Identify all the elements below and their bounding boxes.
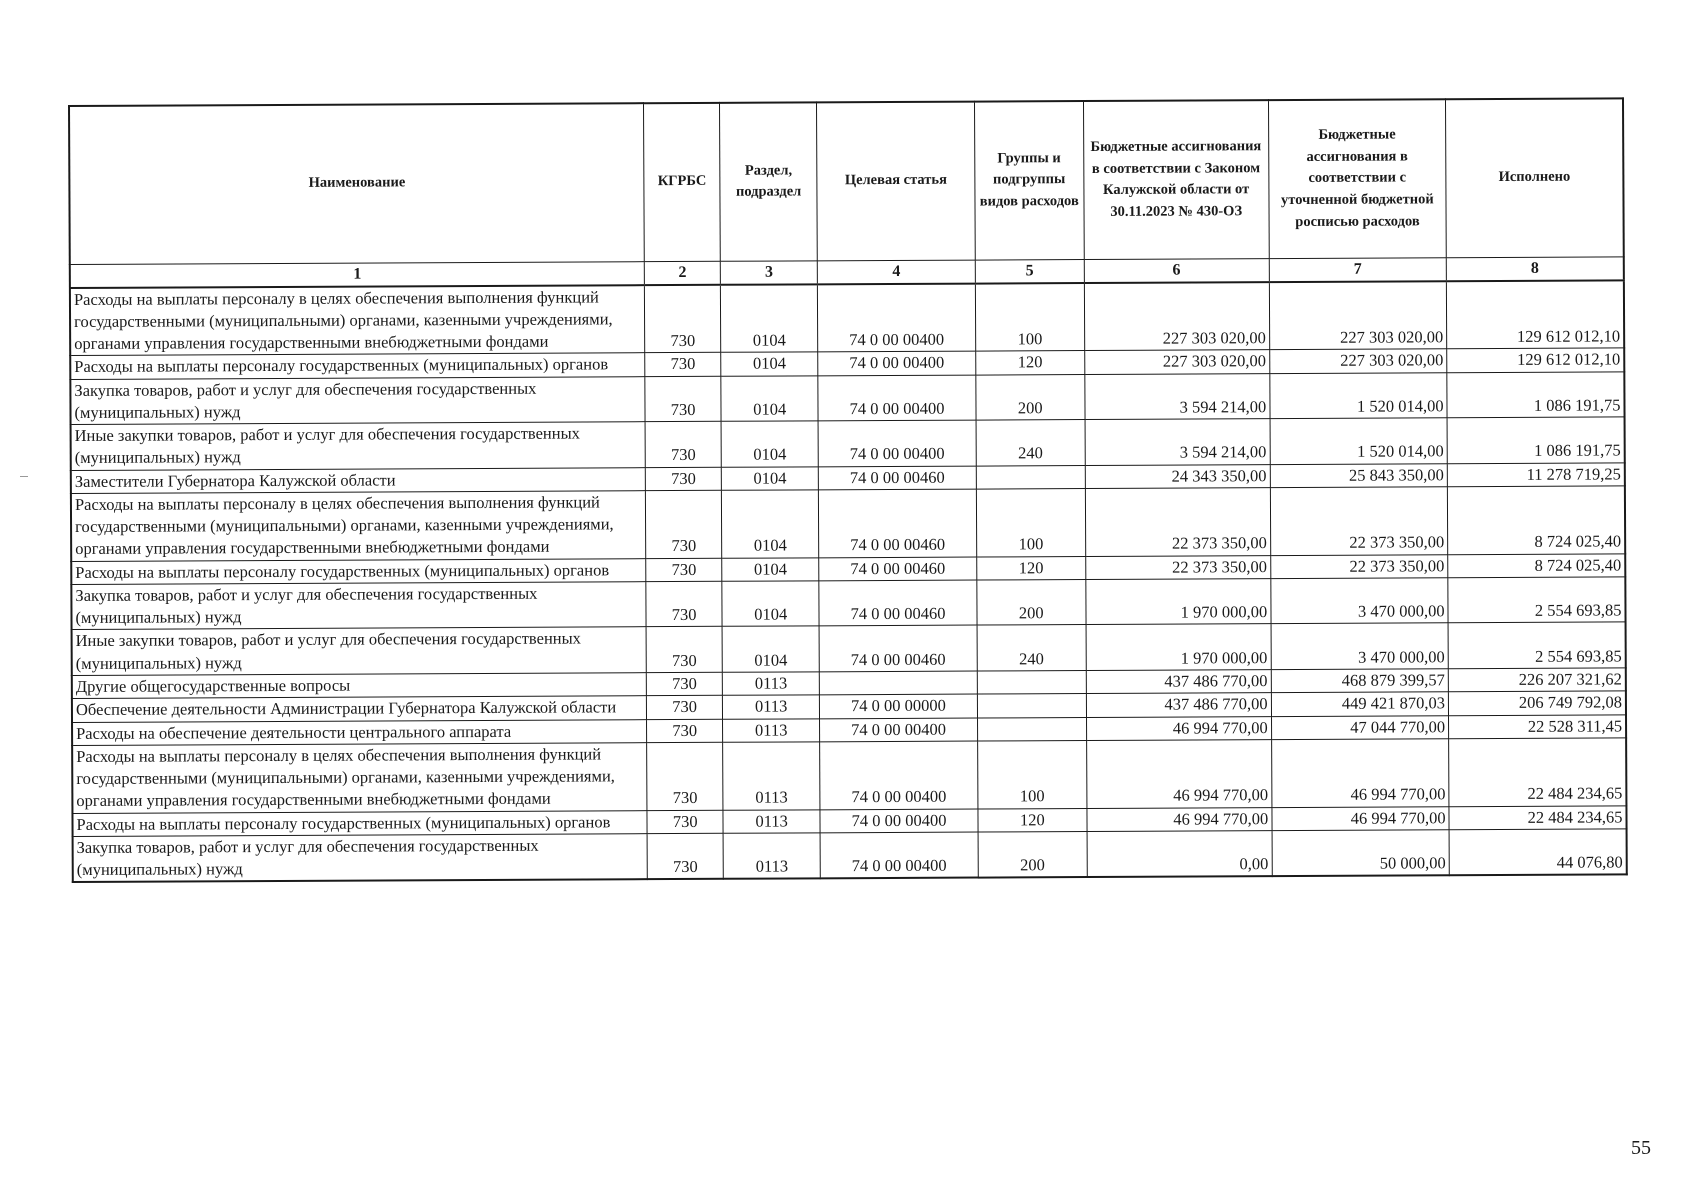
table-row	[73, 829, 1627, 883]
table-row	[72, 738, 1626, 813]
cell-name: Расходы на выплаты персоналу государственных (муниципальных) органов	[71, 558, 646, 584]
cell-executed: 2 554 693,85	[1448, 577, 1626, 623]
cell-executed: 129 612 012,10	[1446, 280, 1624, 349]
cell-executed: 8 724 025,40	[1447, 486, 1625, 555]
header-section: Раздел, подраздел	[720, 102, 818, 260]
cell-kgrbs: 730	[646, 558, 722, 582]
cell-kgrbs: 730	[647, 833, 723, 879]
cell-expense-group	[976, 465, 1085, 489]
cell-section: 0104	[722, 558, 819, 582]
cell-executed: 2 554 693,85	[1448, 622, 1626, 668]
cell-refined-allocation: 1 520 014,00	[1270, 418, 1448, 464]
cell-section: 0104	[721, 284, 818, 353]
column-number: 8	[1446, 256, 1624, 280]
header-refined-allocations: Бюджетные ассигнования в соответствии с уточненной бюджетной росписью расходов	[1268, 99, 1446, 258]
cell-target-article: 74 0 00 00400	[818, 420, 976, 466]
cell-law-allocation: 437 486 770,00	[1086, 670, 1271, 694]
table-row	[70, 280, 1624, 356]
cell-refined-allocation: 468 879 399,57	[1271, 669, 1448, 693]
header-expense-groups: Группы и подгруппы видов расходов	[974, 101, 1084, 260]
header-executed: Исполнено	[1446, 98, 1624, 257]
cell-target-article: 74 0 00 00460	[819, 626, 977, 672]
cell-executed: 8 724 025,40	[1448, 554, 1626, 578]
cell-refined-allocation: 227 303 020,00	[1269, 349, 1446, 373]
cell-expense-group: 100	[976, 488, 1085, 556]
cell-expense-group: 100	[977, 740, 1086, 808]
cell-section: 0104	[722, 581, 819, 627]
cell-target-article: 74 0 00 00460	[819, 580, 977, 626]
cell-name: Расходы на обеспечение деятельности центрального аппарата	[72, 719, 647, 745]
cell-executed: 22 484 234,65	[1449, 738, 1627, 807]
table-row	[71, 486, 1625, 561]
cell-expense-group: 240	[977, 625, 1086, 671]
table-row	[70, 371, 1624, 424]
cell-law-allocation: 0,00	[1087, 831, 1272, 878]
cell-refined-allocation: 227 303 020,00	[1269, 281, 1447, 350]
cell-target-article	[819, 671, 977, 695]
cell-executed: 44 076,80	[1449, 829, 1627, 876]
cell-executed: 1 086 191,75	[1447, 417, 1625, 463]
cell-name: Иные закупки товаров, работ и услуг для обеспечения государственных (муниципальных) нужд	[71, 422, 646, 470]
column-number: 4	[817, 260, 975, 284]
cell-kgrbs: 730	[647, 810, 723, 834]
cell-refined-allocation: 50 000,00	[1272, 830, 1450, 877]
cell-target-article: 74 0 00 00400	[820, 832, 978, 879]
cell-target-article: 74 0 00 00000	[819, 694, 977, 718]
cell-name: Расходы на выплаты персоналу в целях обеспечения выполнения функций государственными (муниципальными) органами, казенными учреждениями, органами управления государственными внебюджетными фондами	[70, 285, 645, 356]
cell-executed: 226 207 321,62	[1448, 668, 1626, 692]
header-target-article: Целевая статья	[817, 102, 976, 261]
cell-refined-allocation: 22 373 350,00	[1270, 554, 1447, 578]
cell-refined-allocation: 449 421 870,03	[1271, 692, 1448, 716]
cell-law-allocation: 22 373 350,00	[1085, 555, 1270, 579]
cell-executed: 206 749 792,08	[1448, 691, 1626, 715]
cell-kgrbs: 730	[646, 627, 722, 673]
table-row	[71, 417, 1625, 470]
cell-expense-group: 200	[978, 831, 1087, 878]
column-number: 1	[70, 261, 645, 287]
cell-kgrbs: 730	[647, 719, 723, 743]
cell-section: 0113	[723, 833, 820, 880]
cell-section: 0113	[723, 809, 820, 833]
cell-section: 0104	[721, 352, 818, 376]
cell-name: Закупка товаров, работ и услуг для обеспечения государственных (муниципальных) нужд	[71, 582, 646, 630]
cell-section: 0104	[722, 490, 819, 558]
column-number: 2	[644, 261, 720, 285]
cell-refined-allocation: 25 843 350,00	[1270, 463, 1447, 487]
cell-expense-group: 120	[976, 351, 1085, 375]
cell-name: Расходы на выплаты персоналу в целях обеспечения выполнения функций государственными (муниципальными) органами, казенными учреждениями, органами управления государственными внебюджетными фондами	[71, 491, 646, 562]
cell-kgrbs: 730	[645, 490, 722, 558]
cell-kgrbs: 730	[646, 696, 722, 720]
cell-expense-group: 200	[977, 579, 1086, 625]
page-number: 55	[1631, 1137, 1651, 1159]
cell-target-article: 74 0 00 00400	[818, 375, 976, 421]
column-number: 6	[1084, 258, 1269, 282]
table-row	[72, 622, 1626, 675]
cell-name: Иные закупки товаров, работ и услуг для обеспечения государственных (муниципальных) нужд	[72, 627, 647, 675]
cell-refined-allocation: 46 994 770,00	[1271, 739, 1449, 808]
cell-kgrbs: 730	[646, 581, 722, 627]
cell-law-allocation: 46 994 770,00	[1086, 739, 1271, 808]
cell-expense-group	[977, 671, 1086, 695]
cell-refined-allocation: 46 994 770,00	[1272, 806, 1449, 830]
cell-target-article: 74 0 00 00400	[818, 351, 976, 375]
cell-refined-allocation: 1 520 014,00	[1270, 372, 1448, 418]
cell-expense-group: 100	[975, 283, 1084, 352]
cell-name: Расходы на выплаты персоналу государственных (муниципальных) органов	[72, 810, 647, 836]
cell-refined-allocation: 47 044 770,00	[1271, 715, 1448, 739]
cell-name: Другие общегосударственные вопросы	[72, 673, 647, 699]
cell-law-allocation: 46 994 770,00	[1086, 716, 1271, 740]
column-number: 7	[1269, 257, 1446, 281]
cell-target-article: 74 0 00 00460	[818, 489, 976, 558]
cell-kgrbs: 730	[645, 421, 721, 467]
cell-executed: 11 278 719,25	[1447, 463, 1625, 487]
cell-executed: 22 528 311,45	[1449, 714, 1627, 738]
cell-refined-allocation: 3 470 000,00	[1271, 578, 1449, 624]
cell-target-article: 74 0 00 00400	[820, 718, 978, 742]
cell-law-allocation: 227 303 020,00	[1084, 350, 1269, 374]
cell-law-allocation: 227 303 020,00	[1084, 282, 1269, 351]
cell-target-article: 74 0 00 00460	[818, 466, 976, 490]
document-sheet	[68, 97, 1628, 883]
cell-law-allocation: 3 594 214,00	[1085, 419, 1270, 465]
scan-mark	[20, 476, 28, 477]
cell-target-article: 74 0 00 00400	[820, 741, 978, 810]
cell-expense-group	[977, 694, 1086, 718]
cell-target-article: 74 0 00 00460	[819, 557, 977, 581]
table-row	[71, 577, 1625, 630]
header-row	[69, 98, 1624, 264]
cell-law-allocation: 22 373 350,00	[1085, 488, 1270, 557]
cell-kgrbs: 730	[645, 376, 721, 422]
cell-executed: 129 612 012,10	[1447, 348, 1625, 372]
cell-law-allocation: 1 970 000,00	[1086, 579, 1271, 625]
header-law-allocations: Бюджетные ассигнования в соответствии с Законом Калужской области от 30.11.2023 № 430-ОЗ	[1083, 100, 1269, 259]
header-name: Наименование	[69, 103, 644, 264]
cell-target-article: 74 0 00 00400	[820, 809, 978, 833]
cell-expense-group: 240	[976, 420, 1085, 466]
cell-expense-group	[977, 717, 1086, 741]
cell-name: Заместители Губернатора Калужской области	[71, 467, 646, 493]
cell-law-allocation: 1 970 000,00	[1086, 624, 1271, 670]
column-number: 3	[721, 260, 818, 284]
cell-expense-group: 120	[978, 808, 1087, 832]
cell-kgrbs: 730	[645, 353, 721, 377]
cell-section: 0104	[722, 466, 819, 490]
cell-section: 0113	[723, 742, 820, 810]
cell-section: 0113	[723, 718, 820, 742]
cell-name: Расходы на выплаты персоналу государственных (муниципальных) органов	[70, 353, 645, 379]
cell-name: Закупка товаров, работ и услуг для обеспечения государственных (муниципальных) нужд	[73, 834, 648, 883]
cell-expense-group: 120	[977, 556, 1086, 580]
cell-section: 0104	[721, 421, 818, 467]
cell-section: 0113	[723, 695, 820, 719]
header-kgrbs: КГРБС	[644, 103, 721, 261]
cell-law-allocation: 24 343 350,00	[1085, 464, 1270, 488]
cell-law-allocation: 46 994 770,00	[1087, 807, 1272, 831]
cell-kgrbs: 730	[646, 672, 722, 696]
cell-name: Расходы на выплаты персоналу в целях обеспечения выполнения функций государственными (муниципальными) органами, казенными учреждениями, органами управления государственными внебюджетными фондами	[72, 742, 647, 813]
cell-target-article: 74 0 00 00400	[817, 283, 975, 352]
column-number: 5	[975, 259, 1084, 283]
cell-section: 0113	[723, 672, 820, 696]
cell-refined-allocation: 3 470 000,00	[1271, 623, 1449, 669]
cell-kgrbs: 730	[644, 284, 721, 353]
cell-name: Обеспечение деятельности Администрации Губернатора Калужской области	[72, 696, 647, 722]
cell-kgrbs: 730	[645, 467, 721, 491]
cell-name: Закупка товаров, работ и услуг для обеспечения государственных (муниципальных) нужд	[70, 376, 645, 424]
cell-refined-allocation: 22 373 350,00	[1270, 487, 1448, 556]
cell-law-allocation: 437 486 770,00	[1086, 693, 1271, 717]
cell-kgrbs: 730	[647, 742, 724, 810]
cell-expense-group: 200	[976, 374, 1085, 420]
budget-execution-table	[68, 97, 1628, 883]
cell-executed: 1 086 191,75	[1447, 371, 1625, 417]
cell-law-allocation: 3 594 214,00	[1085, 373, 1270, 419]
cell-section: 0104	[721, 375, 818, 421]
cell-executed: 22 484 234,65	[1449, 806, 1627, 830]
cell-section: 0104	[722, 626, 819, 672]
